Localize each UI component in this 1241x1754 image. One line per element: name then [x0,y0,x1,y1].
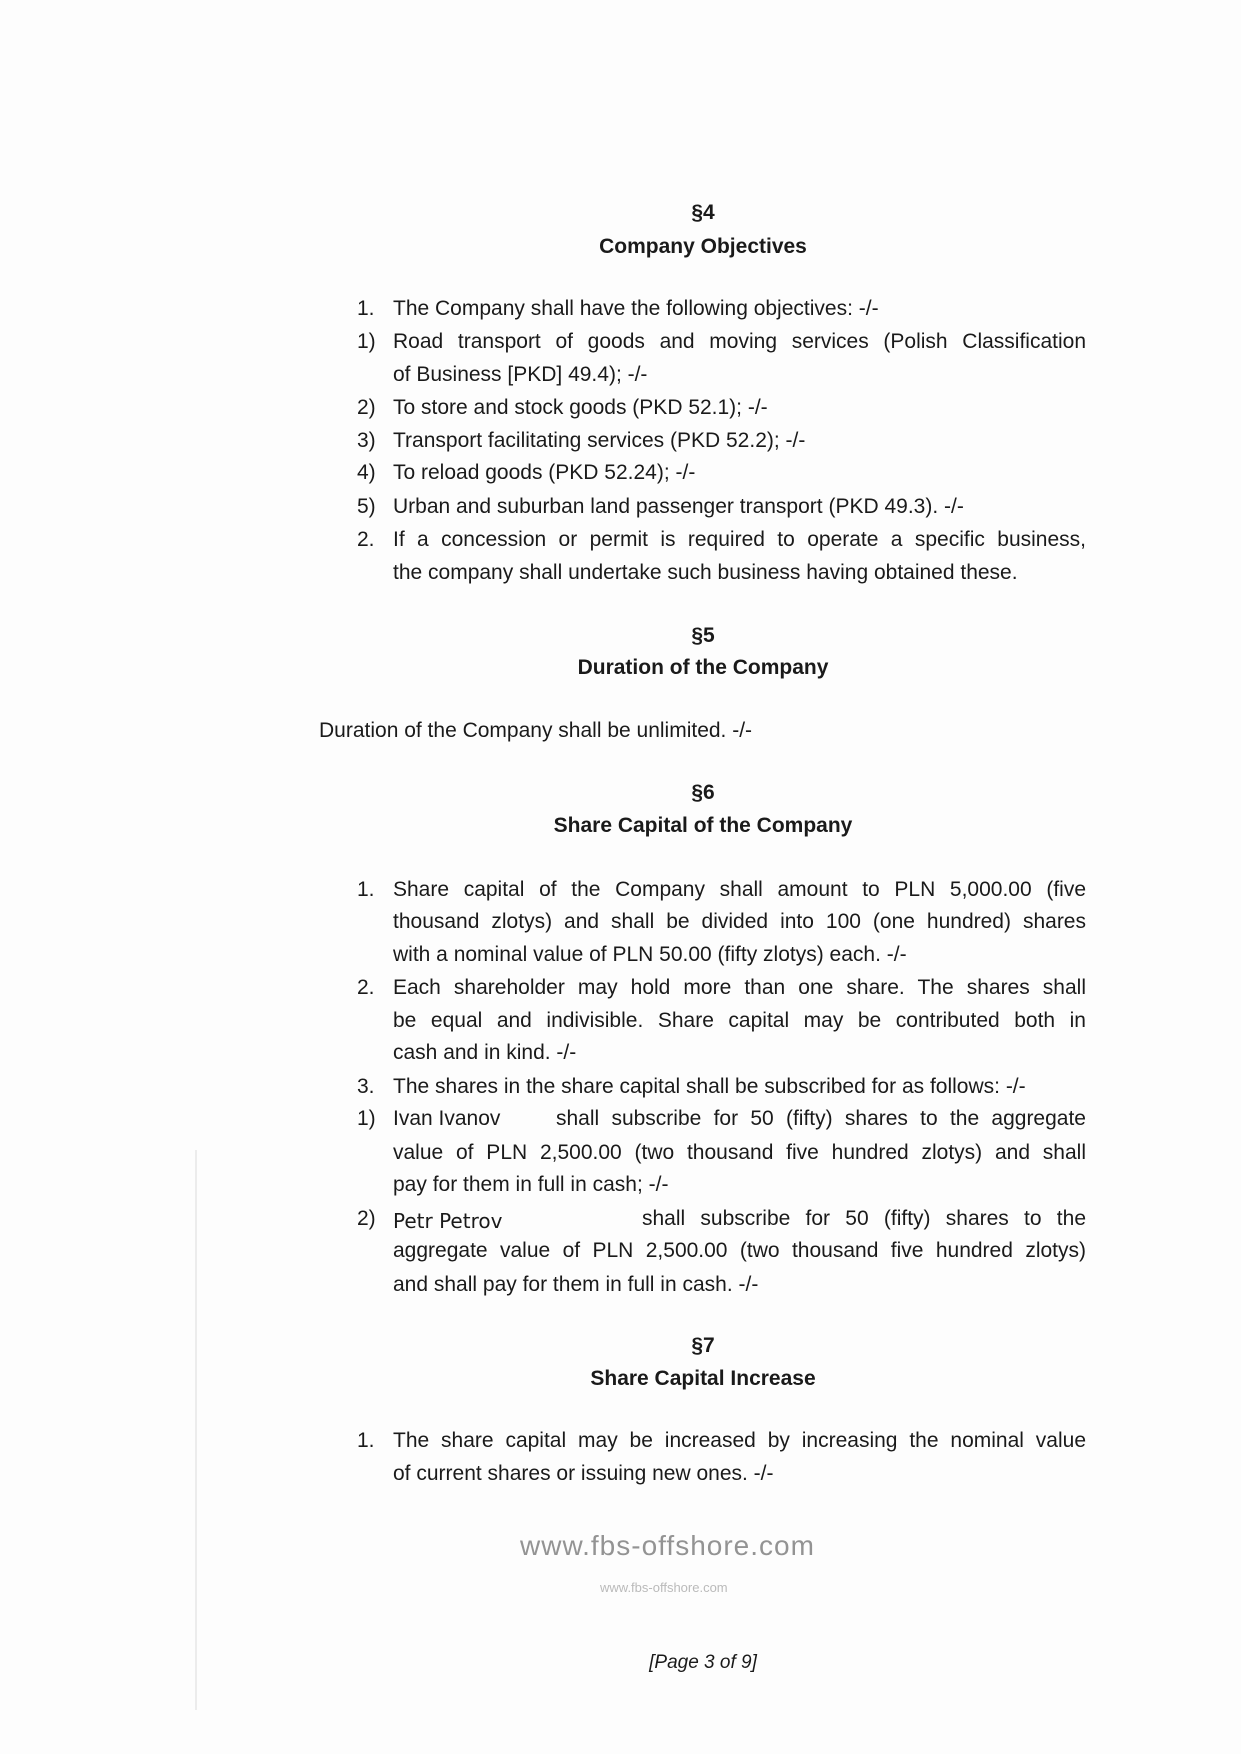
item-number: 5) [357,495,376,518]
item-text: To store and stock goods (PKD 52.1); -/- [393,396,768,419]
item-text: shall subscribe for 50 (fifty) shares to the aggregate [556,1107,1086,1130]
section-title: Company Objectives [599,235,807,258]
item-text: The shares in the share capital shall be subscribed for as follows: -/- [393,1075,1026,1098]
item-text: Urban and suburban land passenger transport (PKD 49.3). -/- [393,495,964,518]
section-number: §4 [691,201,715,224]
item-text: the company shall undertake such business having obtained these. [393,561,1018,584]
item-number: 1) [357,330,376,353]
item-text: shall subscribe for 50 (fifty) shares to the [642,1207,1086,1230]
item-number: 2. [357,976,375,999]
item-text: and shall pay for them in full in cash. -/- [393,1273,759,1296]
page-footer: [Page 3 of 9] [649,1652,757,1673]
item-number: 4) [357,461,376,484]
item-text: To reload goods (PKD 52.24); -/- [393,461,696,484]
item-number: 1) [357,1107,376,1130]
item-text: be equal and indivisible. Share capital may be contributed both in [393,1009,1086,1032]
item-text: cash and in kind. -/- [393,1041,577,1064]
watermark: www.fbs-offshore.com [520,1530,815,1561]
section-number: §6 [691,781,715,804]
section-number: §5 [691,624,715,647]
paragraph-text: Duration of the Company shall be unlimited. -/- [319,719,753,742]
item-text: Each shareholder may hold more than one share. The shares shall [393,976,1086,999]
item-number: 1. [357,1429,375,1452]
item-text: Share capital of the Company shall amount to PLN 5,000.00 (five [393,878,1086,901]
section-title: Share Capital Increase [590,1367,816,1390]
item-number: 2) [357,1207,376,1230]
item-text: If a concession or permit is required to operate a specific business, [393,528,1086,551]
item-text: thousand zlotys) and shall be divided into 100 (one hundred) shares [393,910,1086,933]
item-text: aggregate value of PLN 2,500.00 (two thousand five hundred zlotys) [393,1239,1086,1262]
section-title: Share Capital of the Company [553,814,853,837]
item-number: 3) [357,429,376,452]
section-number: §7 [691,1334,715,1357]
item-number: 2. [357,528,375,551]
item-number: 3. [357,1075,375,1098]
item-text: of Business [PKD] 49.4); -/- [393,363,648,386]
item-text: with a nominal value of PLN 50.00 (fifty zlotys) each. -/- [393,943,907,966]
item-text: The Company shall have the following objectives: -/- [393,297,879,320]
item-text: Transport facilitating services (PKD 52.2); -/- [393,429,806,452]
item-number: 2) [357,396,376,419]
item-text: Road transport of goods and moving services (Polish Classification [393,330,1086,353]
scan-edge [195,1150,197,1710]
item-number: 1. [357,297,375,320]
shareholder-name: Ivan Ivanov [393,1107,501,1130]
watermark-small: www.fbs-offshore.com [600,1580,728,1595]
shareholder-name: Petr Petrov [393,1209,503,1233]
section-title: Duration of the Company [577,656,829,679]
item-text: The share capital may be increased by increasing the nominal value [393,1429,1086,1452]
item-text: value of PLN 2,500.00 (two thousand five hundred zlotys) and shall [393,1141,1086,1164]
item-text: pay for them in full in cash; -/- [393,1173,669,1196]
item-text: of current shares or issuing new ones. -/- [393,1462,774,1485]
item-number: 1. [357,878,375,901]
